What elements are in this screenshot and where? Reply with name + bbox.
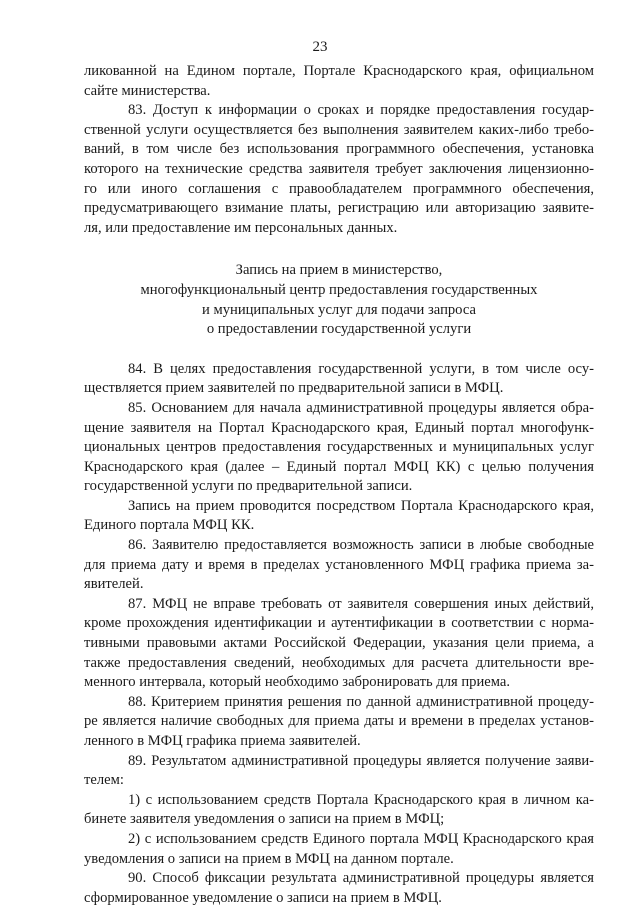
text-line: Краснодарского края (далее – Единый портал МФЦ КК) с целью получения	[84, 458, 594, 475]
paragraph-85	[84, 399, 594, 497]
paragraph-87	[84, 595, 594, 693]
text-line: Единого портала МФЦ КК.	[84, 517, 255, 534]
document-body	[84, 62, 594, 908]
text-line: уведомления о записи на прием в МФЦ на данном портале.	[84, 850, 454, 867]
paragraph-83	[84, 101, 594, 238]
text-line: государственной услуги по предварительной записи.	[84, 478, 413, 495]
heading-line: многофункциональный центр предоставления государственных	[140, 281, 538, 298]
text-line: ваний, в том числе без использования программного обеспечения, установка	[84, 141, 594, 158]
section-heading	[84, 261, 594, 339]
text-line: тивными правовыми актами Российской Федерации, указания цели приема, а	[84, 635, 594, 652]
paragraph-89-item-1	[84, 791, 594, 830]
text-line: 88. Критерием принятия решения по данной административной процеду-	[128, 693, 594, 710]
paragraph-90	[84, 869, 594, 908]
text-line: предусматривающего взимание платы, регистрацию или авторизацию заявите-	[84, 200, 594, 217]
text-line: 83. Доступ к информации о сроках и порядке предоставления государ-	[128, 102, 594, 119]
text-line: ленного в МФЦ графика приема заявителей.	[84, 733, 361, 749]
text-line: щение заявителя на Портал Краснодарского края, Единый портал многофунк-	[84, 419, 594, 436]
paragraph-89	[84, 752, 594, 791]
text-line: 87. МФЦ не вправе требовать от заявителя совершения иных действий,	[128, 595, 594, 612]
text-line: сформированное уведомление о записи на прием в МФЦ.	[84, 889, 442, 906]
text-line: ля, или предоставление им персональных данных.	[84, 219, 398, 236]
text-line: Запись на прием проводится посредством Портала Краснодарского края,	[128, 497, 594, 514]
text-line: 86. Заявителю предоставляется возможность записи в любые свободные	[128, 537, 594, 554]
text-line: также предоставления сведений, необходимых для расчета длительности вре-	[84, 654, 594, 671]
page-number: 23	[312, 39, 328, 55]
paragraph-85-note	[84, 497, 594, 536]
text-line: 1) с использованием средств Портала Краснодарского края в личном ка-	[128, 791, 594, 808]
text-line: телем:	[84, 772, 124, 789]
text-line: кроме прохождения идентификации и аутентификации в соответствии с норма-	[84, 615, 594, 632]
text-line: сайте министерства.	[84, 82, 211, 99]
text-line: бинете заявителя уведомления о записи на прием в МФЦ;	[84, 811, 445, 828]
heading-line: о предоставлении государственной услуги	[206, 321, 472, 338]
text-line: ществляется прием заявителей по предварительной записи в МФЦ.	[84, 380, 504, 397]
text-line: 85. Основанием для начала административной процедуры является обра-	[128, 399, 594, 416]
text-line: ственной услуги осуществляется без выполнения заявителем каких-либо требо-	[84, 121, 594, 138]
text-line: го или иного соглашения с правообладателем программного обеспечения,	[84, 180, 594, 197]
paragraph-intro	[84, 62, 594, 101]
text-line: менного интервала, который необходимо забронировать для приема.	[84, 674, 510, 691]
paragraph-88	[84, 693, 594, 752]
paragraph-89-item-2	[84, 830, 594, 869]
paragraph-84	[84, 360, 594, 399]
heading-line: и муниципальных услуг для подачи запроса	[202, 301, 476, 318]
text-line: для приема дату и время в пределах установленного МФЦ графика приема за-	[84, 556, 594, 573]
text-line: явителей.	[84, 576, 144, 593]
paragraph-86	[84, 536, 594, 595]
text-line: которого на технические средства заявителя требует заключения лицензионно-	[84, 160, 594, 177]
text-line: 84. В целях предоставления государственной услуги, в том числе осу-	[128, 360, 594, 377]
text-line: ликованной на Едином портале, Портале Краснодарского края, официальном	[84, 63, 594, 79]
text-line: 2) с использованием средств Единого портала МФЦ Краснодарского края	[128, 830, 594, 847]
heading-line: Запись на прием в министерство,	[235, 262, 443, 279]
text-line: 90. Способ фиксации результата административной процедуры является	[128, 870, 594, 887]
text-line: циональных центров предоставления государственных и муниципальных услуг	[84, 439, 594, 456]
text-line: 89. Результатом административной процедуры является получение заяви-	[128, 752, 594, 769]
text-line: ре является наличие свободных для приема даты и времени в пределах установ-	[84, 713, 594, 730]
